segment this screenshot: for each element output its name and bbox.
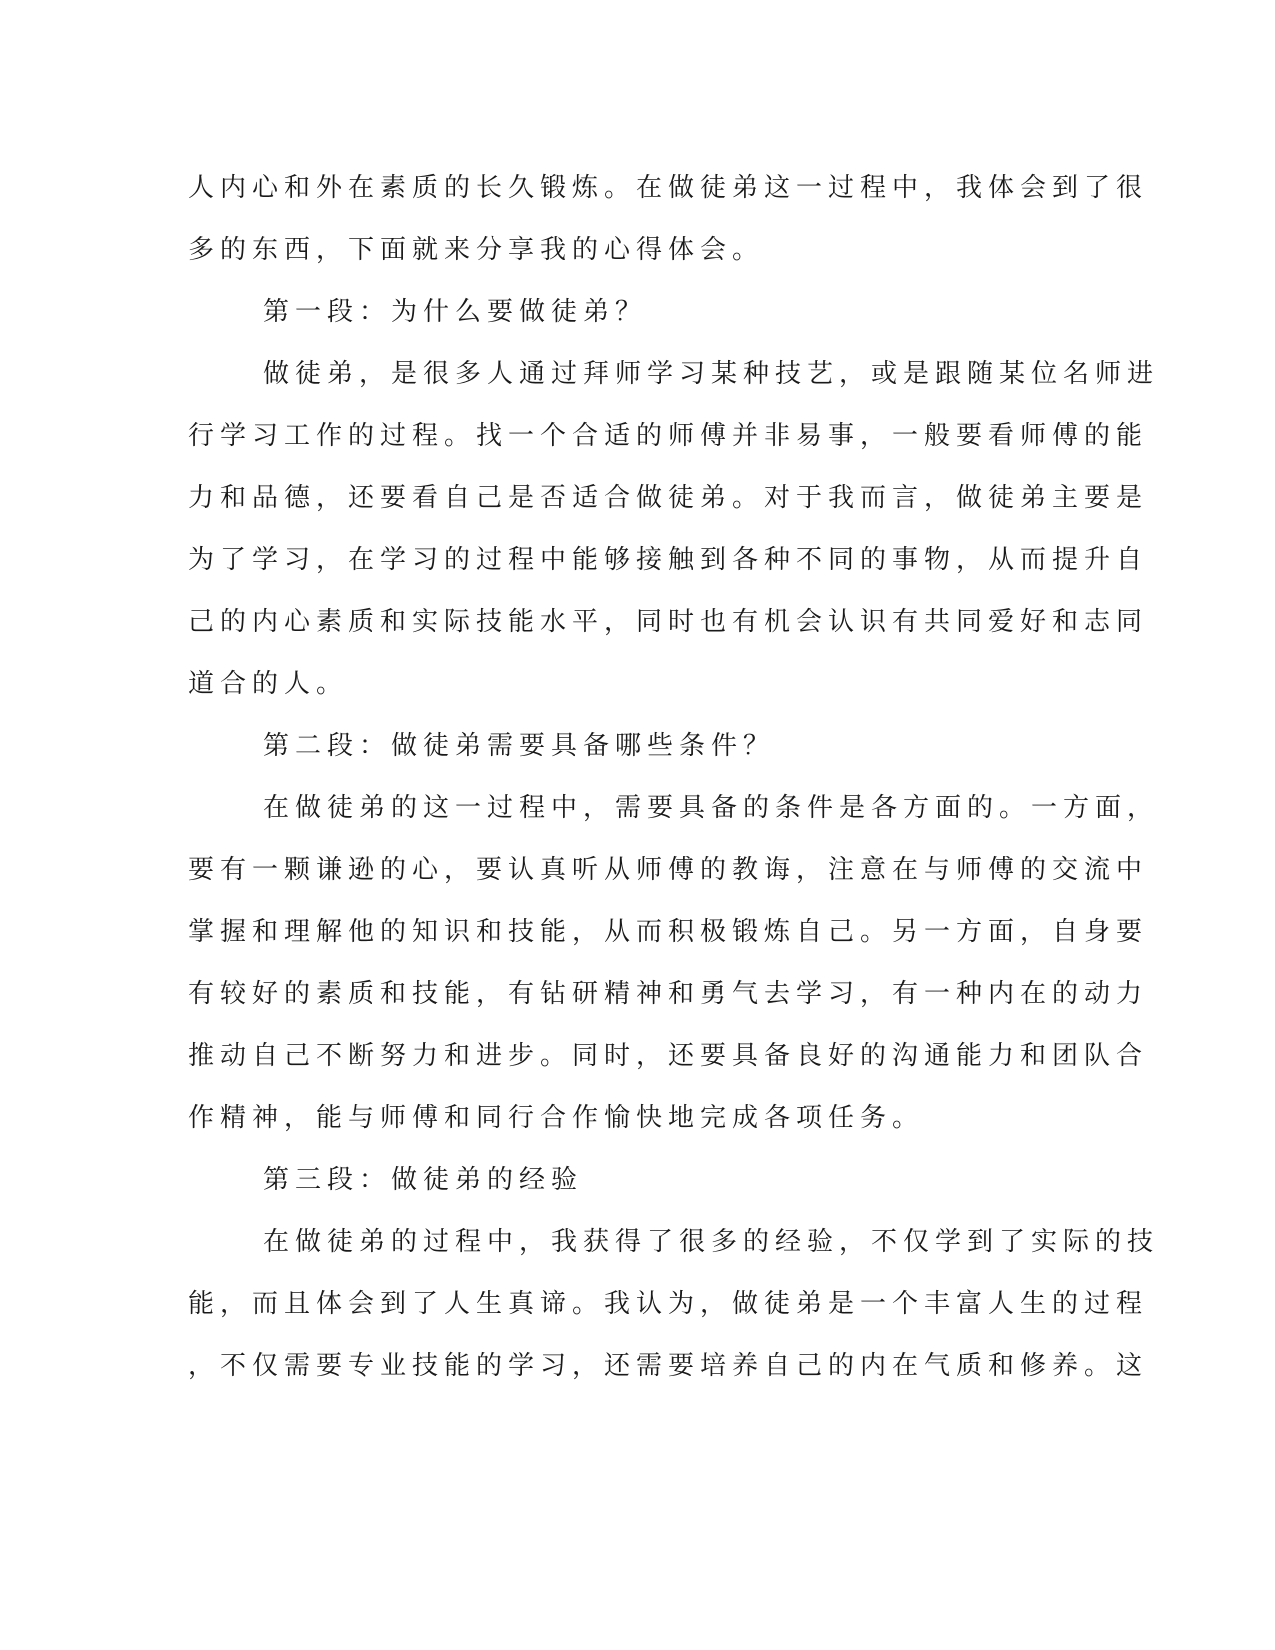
section-heading: 第二段：做徒弟需要具备哪些条件？ — [263, 731, 776, 761]
section-heading: 第三段：做徒弟的经验 — [263, 1165, 584, 1195]
text-line: 人内心和外在素质的长久锻炼。在做徒弟这一过程中，我体会到了很 — [188, 173, 1149, 203]
text-line: 有较好的素质和技能，有钻研精神和勇气去学习，有一种内在的动力 — [188, 979, 1149, 1009]
text-line: 在做徒弟的过程中，我获得了很多的经验，不仅学到了实际的技 — [263, 1227, 1160, 1257]
text-line: 作精神，能与师傅和同行合作愉快地完成各项任务。 — [188, 1103, 925, 1133]
text-line: 为了学习，在学习的过程中能够接触到各种不同的事物，从而提升自 — [188, 545, 1149, 575]
text-line: 要有一颗谦逊的心，要认真听从师傅的教诲，注意在与师傅的交流中 — [188, 855, 1149, 885]
text-line: 行学习工作的过程。找一个合适的师傅并非易事，一般要看师傅的能 — [188, 421, 1149, 451]
text-line: 己的内心素质和实际技能水平，同时也有机会认识有共同爱好和志同 — [188, 607, 1149, 637]
document-body — [188, 157, 1160, 1397]
text-line: 多的东西，下面就来分享我的心得体会。 — [188, 235, 765, 265]
text-line: 力和品德，还要看自己是否适合做徒弟。对于我而言，做徒弟主要是 — [188, 483, 1149, 513]
text-line: 在做徒弟的这一过程中，需要具备的条件是各方面的。一方面， — [263, 793, 1160, 823]
text-line: 能，而且体会到了人生真谛。我认为，做徒弟是一个丰富人生的过程 — [188, 1289, 1149, 1319]
text-line: 做徒弟，是很多人通过拜师学习某种技艺，或是跟随某位名师进 — [263, 359, 1160, 389]
text-line: ，不仅需要专业技能的学习，还需要培养自己的内在气质和修养。这 — [188, 1351, 1149, 1381]
text-line: 掌握和理解他的知识和技能，从而积极锻炼自己。另一方面，自身要 — [188, 917, 1149, 947]
section-heading: 第一段：为什么要做徒弟？ — [263, 297, 648, 327]
text-line: 推动自己不断努力和进步。同时，还要具备良好的沟通能力和团队合 — [188, 1041, 1149, 1071]
text-line: 道合的人。 — [188, 669, 349, 699]
